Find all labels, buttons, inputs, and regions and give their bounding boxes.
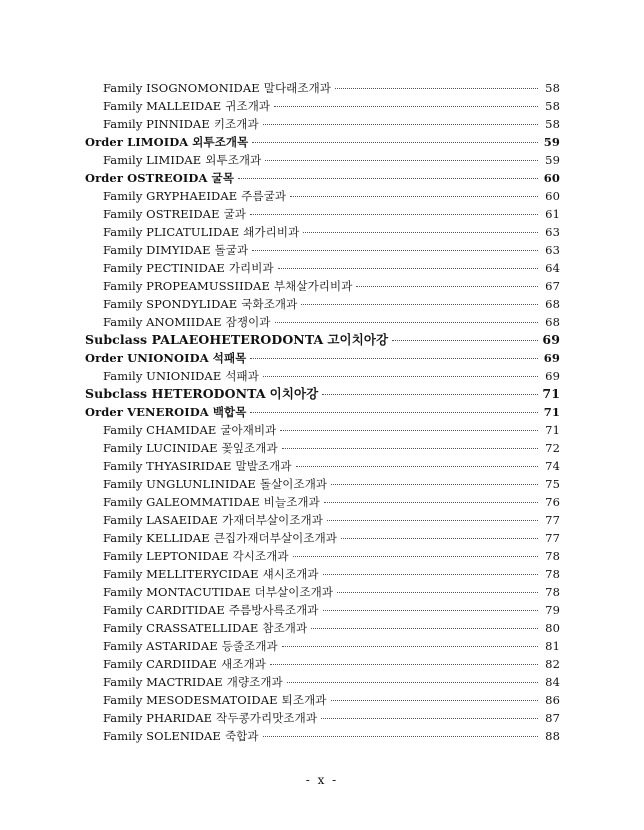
toc-entry-page-number: 87 (545, 711, 560, 725)
toc-entry-latin-name: Family UNGLUNLINIDAE (103, 477, 256, 491)
toc-entry-label (85, 349, 246, 367)
toc-entry-korean-name: 섀시조개과 (262, 567, 319, 581)
toc-entry-label (103, 97, 270, 115)
toc-entry-label (103, 637, 278, 655)
toc-entry-korean-name: 쇄가리비과 (243, 225, 300, 239)
toc-entry-label (103, 79, 331, 97)
toc-entry-label (103, 313, 271, 331)
toc-entry-page-number: 60 (545, 189, 560, 203)
toc-entry-label (103, 295, 297, 313)
toc-entry-label (103, 547, 289, 565)
dot-leader (263, 124, 538, 125)
toc-entry-family[interactable] (0, 367, 644, 385)
toc-entry-korean-name: 꽃잎조개과 (221, 441, 278, 455)
toc-entry-latin-name: Family MELLITERYCIDAE (103, 567, 259, 581)
toc-entry-label (85, 403, 246, 421)
dot-leader (282, 448, 538, 449)
toc-entry-latin-name: Family DIMYIDAE (103, 243, 211, 257)
dot-leader (263, 376, 538, 377)
toc-entry-order[interactable] (0, 349, 644, 367)
toc-entry-label (103, 205, 246, 223)
toc-entry-latin-name: Family GALEOMMATIDAE (103, 495, 260, 509)
toc-entry-latin-name: Order UNIONOIDA (85, 351, 209, 365)
toc-entry-latin-name: Family CARDITIDAE (103, 603, 225, 617)
toc-entry-family[interactable] (0, 565, 644, 583)
toc-entry-latin-name: Family MACTRIDAE (103, 675, 223, 689)
toc-entry-family[interactable] (0, 151, 644, 169)
toc-entry-korean-name: 주름굴과 (241, 189, 287, 203)
dot-leader (337, 592, 538, 593)
dot-leader (324, 502, 538, 503)
toc-entry-label (103, 439, 278, 457)
toc-entry-family[interactable] (0, 655, 644, 673)
toc-entry-label (103, 115, 259, 133)
toc-entry-family[interactable] (0, 691, 644, 709)
toc-entry-label (103, 727, 259, 745)
dot-leader (250, 358, 538, 359)
toc-entry-korean-name: 굴목 (211, 171, 234, 185)
toc-entry-label (103, 709, 317, 727)
toc-entry-page-number: 63 (545, 225, 560, 239)
toc-entry-latin-name: Family LIMIDAE (103, 153, 202, 167)
toc-entry-label (103, 421, 276, 439)
toc-entry-family[interactable] (0, 223, 644, 241)
dot-leader (301, 304, 538, 305)
dot-leader (265, 160, 538, 161)
toc-entry-label (85, 331, 388, 349)
toc-entry-family[interactable] (0, 205, 644, 223)
toc-entry-page-number: 61 (545, 207, 560, 221)
dot-leader (270, 664, 538, 665)
dot-leader (282, 646, 538, 647)
toc-entry-order[interactable] (0, 403, 644, 421)
toc-entry-page-number: 68 (545, 297, 560, 311)
dot-leader (322, 394, 538, 395)
toc-entry-latin-name: Family ANOMIIDAE (103, 315, 222, 329)
toc-entry-korean-name: 퇴조개과 (281, 693, 327, 707)
toc-entry-label (103, 601, 319, 619)
dot-leader (311, 628, 538, 629)
dot-leader (323, 610, 539, 611)
dot-leader (275, 322, 539, 323)
toc-entry-korean-name: 참조개과 (262, 621, 308, 635)
toc-entry-page-number: 64 (545, 261, 560, 275)
toc-entry-korean-name: 새조개과 (221, 657, 266, 671)
toc-entry-page-number: 84 (545, 675, 560, 689)
toc-entry-page-number: 88 (545, 729, 560, 743)
toc-entry-page-number: 79 (545, 603, 560, 617)
dot-leader (278, 268, 538, 269)
toc-entry-page-number: 77 (545, 531, 560, 545)
toc-entry-korean-name: 큰집가재더부살이조개과 (213, 531, 338, 545)
toc-entry-family[interactable] (0, 637, 644, 655)
toc-entry-label (103, 511, 323, 529)
toc-entry-family[interactable] (0, 313, 644, 331)
dot-leader (356, 286, 538, 287)
dot-leader (335, 88, 538, 89)
toc-entry-latin-name: Family CRASSATELLIDAE (103, 621, 259, 635)
dot-leader (341, 538, 538, 539)
toc-entry-label (103, 691, 327, 709)
toc-entry-latin-name: Family KELLIDAE (103, 531, 210, 545)
toc-entry-family[interactable] (0, 493, 644, 511)
toc-entry-korean-name: 부채살가리비과 (273, 279, 353, 293)
toc-entry-family[interactable] (0, 295, 644, 313)
toc-entry-label (85, 169, 234, 187)
toc-entry-latin-name: Order OSTREOIDA (85, 171, 208, 185)
toc-entry-label (103, 619, 307, 637)
toc-entry-label (103, 367, 259, 385)
toc-entry-family[interactable] (0, 115, 644, 133)
toc-entry-page-number: 67 (545, 279, 560, 293)
toc-entry-latin-name: Family MONTACUTIDAE (103, 585, 251, 599)
dot-leader (321, 718, 538, 719)
toc-entry-family[interactable] (0, 421, 644, 439)
toc-entry-label (103, 673, 283, 691)
toc-entry-page-number: 80 (545, 621, 560, 635)
toc-entry-korean-name: 석패목 (212, 351, 247, 365)
toc-entry-korean-name: 가재더부살이조개과 (222, 513, 323, 527)
toc-entry-korean-name: 굴과 (223, 207, 246, 221)
toc-entry-family[interactable] (0, 709, 644, 727)
dot-leader (238, 178, 538, 179)
toc-entry-family[interactable] (0, 439, 644, 457)
toc-entry-latin-name: Family PHARIDAE (103, 711, 213, 725)
toc-entry-korean-name: 국화조개과 (241, 297, 298, 311)
toc-entry-korean-name: 더부살이조개과 (254, 585, 334, 599)
toc-entry-page-number: 58 (545, 117, 560, 131)
toc-entry-korean-name: 외투조개과 (205, 153, 262, 167)
toc-entry-label (85, 133, 248, 151)
toc-entry-page-number: 59 (545, 153, 560, 167)
page-number: - x - (305, 773, 339, 787)
toc-entry-family[interactable] (0, 673, 644, 691)
toc-entry-korean-name: 외투조개목 (192, 135, 249, 149)
toc-entry-label (103, 583, 333, 601)
toc-entry-page-number: 69 (543, 351, 560, 365)
toc-entry-family[interactable] (0, 619, 644, 637)
toc-entry-korean-name: 가리비과 (228, 261, 274, 275)
toc-entry-korean-name: 비늘조개과 (263, 495, 320, 509)
toc-entry-family[interactable] (0, 457, 644, 475)
toc-entry-page-number: 69 (545, 369, 560, 383)
toc-entry-page-number: 58 (545, 81, 560, 95)
toc-entry-latin-name: Family OSTREIDAE (103, 207, 220, 221)
toc-entry-latin-name: Family LEPTONIDAE (103, 549, 229, 563)
toc-entry-subclass[interactable] (0, 385, 644, 403)
toc-entry-latin-name: Family UNIONIDAE (103, 369, 222, 383)
toc-entry-label (103, 475, 327, 493)
toc-entry-korean-name: 키조개과 (213, 117, 259, 131)
toc-entry-korean-name: 석패과 (225, 369, 259, 383)
toc-entry-latin-name: Family CHAMIDAE (103, 423, 217, 437)
dot-leader (290, 196, 538, 197)
toc-entry-latin-name: Family PROPEAMUSSIIDAE (103, 279, 270, 293)
toc-entry-page-number: 78 (545, 549, 560, 563)
dot-leader (323, 574, 538, 575)
toc-entry-label (103, 529, 337, 547)
dot-leader (331, 484, 538, 485)
toc-entry-latin-name: Order LIMOIDA (85, 135, 189, 149)
toc-entry-page-number: 82 (545, 657, 560, 671)
toc-entry-korean-name: 등줄조개과 (221, 639, 278, 653)
toc-entry-label (103, 493, 320, 511)
dot-leader (250, 412, 538, 413)
toc-entry-page-number: 75 (545, 477, 560, 491)
toc-entry-page-number: 78 (545, 585, 560, 599)
dot-leader (327, 520, 538, 521)
toc-entry-family[interactable] (0, 241, 644, 259)
toc-entry-latin-name: Subclass HETERODONTA (85, 386, 266, 401)
toc-entry-latin-name: Family SOLENIDAE (103, 729, 221, 743)
toc-entry-page-number: 77 (545, 513, 560, 527)
toc-entry-latin-name: Family ASTARIDAE (103, 639, 218, 653)
toc-entry-page-number: 74 (545, 459, 560, 473)
dot-leader (287, 682, 538, 683)
toc-entry-korean-name: 돌굴과 (214, 243, 249, 257)
table-of-contents (0, 79, 644, 745)
toc-entry-label (103, 241, 248, 259)
toc-entry-label (103, 223, 299, 241)
dot-leader (303, 232, 538, 233)
toc-entry-korean-name: 이치아강 (269, 386, 319, 401)
toc-entry-label (103, 259, 274, 277)
toc-entry-family[interactable] (0, 601, 644, 619)
toc-entry-korean-name: 각시조개과 (232, 549, 289, 563)
toc-entry-page-number: 63 (545, 243, 560, 257)
dot-leader (263, 736, 538, 737)
toc-entry-korean-name: 귀조개과 (225, 99, 271, 113)
toc-entry-latin-name: Family SPONDYLIDAE (103, 297, 238, 311)
toc-entry-subclass[interactable] (0, 331, 644, 349)
toc-entry-latin-name: Family GRYPHAEIDAE (103, 189, 238, 203)
toc-entry-label (85, 385, 318, 403)
dot-leader (296, 466, 538, 467)
toc-entry-korean-name: 잠쟁이과 (225, 315, 271, 329)
toc-entry-page-number: 58 (545, 99, 560, 113)
toc-entry-korean-name: 말발조개과 (235, 459, 292, 473)
toc-entry-label (103, 655, 266, 673)
dot-leader (293, 556, 538, 557)
toc-entry-korean-name: 말다래조개과 (263, 81, 331, 95)
toc-entry-family[interactable] (0, 475, 644, 493)
toc-entry-page-number: 71 (545, 423, 560, 437)
toc-entry-latin-name: Family MALLEIDAE (103, 99, 222, 113)
toc-entry-label (103, 277, 352, 295)
toc-entry-korean-name: 작두콩가리맛조개과 (216, 711, 318, 725)
dot-leader (250, 214, 538, 215)
toc-entry-family[interactable] (0, 583, 644, 601)
toc-entry-korean-name: 개량조개과 (226, 675, 283, 689)
toc-entry-latin-name: Family PINNIDAE (103, 117, 210, 131)
toc-entry-latin-name: Family THYASIRIDAE (103, 459, 232, 473)
toc-entry-korean-name: 고이치아강 (327, 332, 389, 347)
toc-entry-page-number: 69 (542, 332, 560, 347)
toc-entry-latin-name: Family MESODESMATOIDAE (103, 693, 278, 707)
toc-entry-family[interactable] (0, 511, 644, 529)
toc-entry-family[interactable] (0, 187, 644, 205)
dot-leader (331, 700, 539, 701)
toc-entry-family[interactable] (0, 97, 644, 115)
toc-entry-page-number: 86 (545, 693, 560, 707)
toc-entry-label (103, 565, 319, 583)
toc-entry-family[interactable] (0, 727, 644, 745)
toc-entry-page-number: 78 (545, 567, 560, 581)
toc-entry-korean-name: 죽합과 (224, 729, 259, 743)
toc-entry-latin-name: Family ISOGNOMONIDAE (103, 81, 260, 95)
toc-entry-page-number: 60 (543, 171, 560, 185)
toc-entry-family[interactable] (0, 259, 644, 277)
toc-entry-latin-name: Family PLICATULIDAE (103, 225, 240, 239)
toc-entry-page-number: 81 (545, 639, 560, 653)
dot-leader (252, 250, 538, 251)
toc-entry-korean-name: 주름방사륵조개과 (228, 603, 319, 617)
toc-entry-family[interactable] (0, 277, 644, 295)
toc-entry-page-number: 59 (543, 135, 560, 149)
toc-entry-label (103, 151, 261, 169)
toc-entry-latin-name: Subclass PALAEOHETERODONTA (85, 332, 324, 347)
toc-entry-latin-name: Family PECTINIDAE (103, 261, 225, 275)
dot-leader (280, 430, 538, 431)
dot-leader (392, 340, 538, 341)
toc-entry-label (103, 187, 286, 205)
dot-leader (252, 142, 538, 143)
toc-entry-page-number: 76 (545, 495, 560, 509)
toc-entry-korean-name: 백합목 (212, 405, 247, 419)
toc-entry-order[interactable] (0, 133, 644, 151)
toc-entry-korean-name: 돌살이조개과 (259, 477, 328, 491)
toc-entry-latin-name: Family CARDIIDAE (103, 657, 218, 671)
toc-entry-family[interactable] (0, 547, 644, 565)
toc-entry-page-number: 72 (545, 441, 560, 455)
toc-entry-latin-name: Family LUCINIDAE (103, 441, 218, 455)
toc-entry-family[interactable] (0, 529, 644, 547)
toc-entry-family[interactable] (0, 79, 644, 97)
toc-entry-page-number: 71 (543, 405, 560, 419)
toc-entry-latin-name: Family LASAEIDAE (103, 513, 219, 527)
toc-entry-korean-name: 굴아재비과 (220, 423, 277, 437)
toc-entry-label (103, 457, 292, 475)
toc-entry-order[interactable] (0, 169, 644, 187)
dot-leader (274, 106, 538, 107)
toc-entry-latin-name: Order VENEROIDA (85, 405, 209, 419)
toc-entry-page-number: 71 (542, 386, 560, 401)
toc-entry-page-number: 68 (545, 315, 560, 329)
